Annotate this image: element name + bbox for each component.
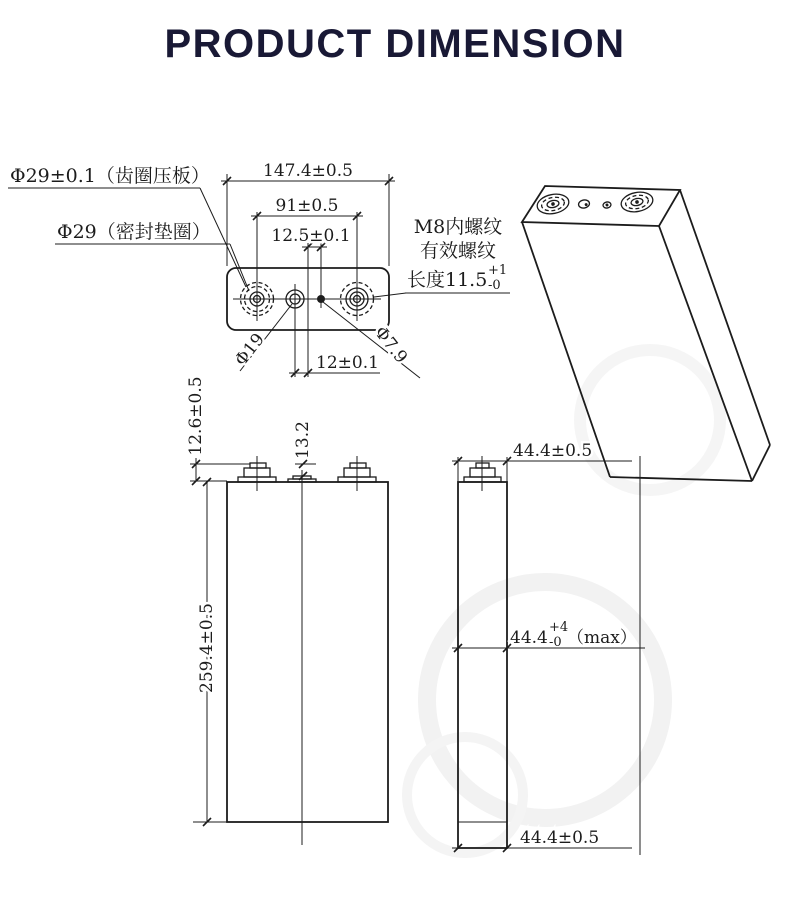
dim-thickness-max-group xyxy=(452,620,645,652)
terminal-right-top xyxy=(341,277,407,321)
vent-front xyxy=(288,470,316,845)
vent-hole xyxy=(317,243,325,308)
dim-thickness-bottom-group xyxy=(452,828,632,852)
max-tolerance-plus: +4 xyxy=(549,620,569,635)
dim-vent-height: 13.2 xyxy=(293,421,313,459)
iso-vent-hole xyxy=(603,201,612,208)
dim-terminal-height-group xyxy=(186,376,250,485)
dim-thickness-bottom: 44.4±0.5 xyxy=(520,828,600,848)
thread-note xyxy=(405,216,510,293)
dim-thickness-max: 44.4 xyxy=(510,628,548,648)
max-tolerance-minus: -0 xyxy=(549,635,562,650)
dim-vent-height-group xyxy=(293,421,316,480)
dim-vent-dia: Φ7.9 xyxy=(370,322,412,368)
iso-terminal-right xyxy=(619,190,654,215)
dim-terminal-pitch: 91±0.5 xyxy=(275,196,339,216)
thread-note-leader xyxy=(374,293,406,297)
dim-thickness-top: 44.4±0.5 xyxy=(513,441,593,461)
front-view-outline xyxy=(227,482,388,822)
thread-tolerance-minus: -0 xyxy=(488,278,501,293)
thread-note-line3: 长度11.5 xyxy=(407,269,488,291)
note-seal-ring: Φ29（密封垫圈） xyxy=(57,221,211,243)
thread-tolerance-plus: +1 xyxy=(488,263,508,278)
max-suffix: （max） xyxy=(567,628,637,648)
terminal-callouts xyxy=(8,165,249,291)
iso-terminal-left xyxy=(535,192,570,217)
terminal-left-front xyxy=(238,456,276,491)
iso-seal-circle xyxy=(578,199,590,209)
terminal-right-front xyxy=(338,456,376,491)
page-title: PRODUCT DIMENSION xyxy=(164,22,626,66)
thread-note-line1: M8内螺纹 xyxy=(413,216,503,238)
dim-vent-offset: 12.5±0.1 xyxy=(271,226,351,246)
dim-overall-width: 147.4±0.5 xyxy=(263,161,353,181)
isometric-view xyxy=(522,186,770,481)
watermark xyxy=(407,350,720,853)
thread-note-line2: 有效螺纹 xyxy=(419,240,497,262)
dim-cell-height: 259.4±0.5 xyxy=(197,603,217,693)
iso-top-face xyxy=(522,186,680,226)
dim-circle-pitch: 12±0.1 xyxy=(316,353,379,373)
dim-small-circle-dia: Φ19 xyxy=(231,329,269,371)
dim-terminal-height: 12.6±0.5 xyxy=(186,376,206,456)
front-view xyxy=(186,376,388,845)
dim-cell-height-group xyxy=(193,478,227,826)
note-gear-ring: Φ29±0.1（齿圈压板） xyxy=(10,165,210,187)
